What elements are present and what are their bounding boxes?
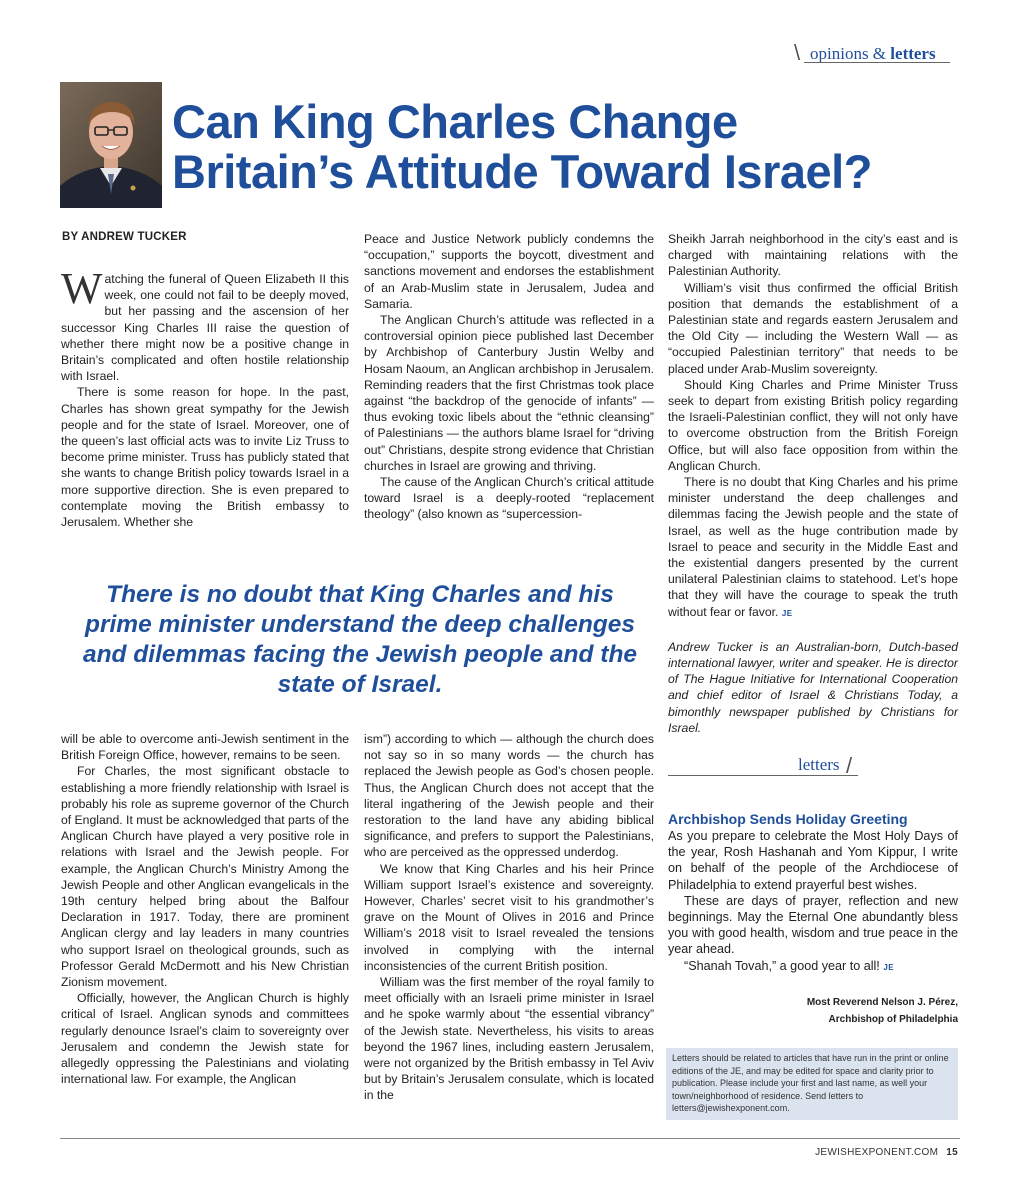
paragraph: Sheikh Jarrah neighborhood in the city’s east and is charged with maintaining relations with the Palestinian Authority. (668, 232, 958, 279)
letters-notice: Letters should be related to articles that have run in the print or online editions of the JE, and may be edited for space and clarity prior to publication. Please include your first and last name, as well your town/neighborhood of residence. Send letters to letters@jewishexponent.com. (666, 1048, 958, 1120)
section-rule (804, 62, 950, 63)
paragraph: For Charles, the most significant obstacle to establishing a more friendly relationship with Israel is probably his role as supreme governor of the Church of England. It must be acknowledged that parts of the Anglican Church have played a very positive role in relations with Israel and the Jewish people. For example, the Anglican Church’s Ministry Among the Jewish People and other Anglican evangelicals in the 19th century helped bring about the Balfour Declaration in 1917. Today, there are prominent Anglican clergy and lay leaders in many countries who support Israel on theological grounds, such as Professor Gerald McDermott and his New Christian Zionism movement. (61, 764, 349, 990)
author-photo (60, 82, 162, 208)
paragraph: will be able to overcome anti-Jewish sentiment in the British Foreign Office, however, remains to be seen. (61, 732, 349, 763)
headline (172, 97, 962, 197)
paragraph: Peace and Justice Network publicly condemns the “occupation,” supports the boycott, divestment and sanctions movement and endorses the establishment of an Arab-Muslim state in Jerusalem, Judea and Samaria. (364, 232, 654, 311)
author-bio: Andrew Tucker is an Australian-born, Dutch-based international lawyer, writer and speaker. He is director of The Hague Initiative for International Cooperation and chief editor of Israel & Christians Today, a bimonthly newspaper published by Christians for Israel. (668, 639, 958, 735)
letter-signature (668, 994, 958, 1028)
drop-cap: W (61, 264, 103, 313)
footer (700, 1147, 958, 1158)
letters-slash: / (846, 753, 853, 778)
letter-body (668, 828, 958, 976)
signature-name: Most Reverend Nelson J. Pérez, (806, 997, 958, 1008)
page-number: 15 (946, 1147, 958, 1158)
byline: BY ANDREW TUCKER (62, 231, 187, 243)
paragraph: Watching the funeral of Queen Elizabeth II this week, one could not fail to be deeply moved, but her passing and the ascension of her successor King Charles III raise the question of whether there might now be a positive change in Britain’s complicated and often hostile relationship with Israel. (61, 264, 349, 384)
headline-line-1: Can King Charles Change (172, 95, 738, 148)
footer-rule (60, 1138, 960, 1139)
paragraph: We know that King Charles and his heir Prince William support Israel’s existence and sovereignty. However, Charles’ secret visit to his grandmother’s grave on the Mount of Olives in 2016 and Prince William’s 2018 visit to Israel revealed the tensions involved in complying with the internal inconsistencies of the current British position. (364, 861, 654, 973)
letters-label: letters (798, 755, 840, 774)
column-3 (668, 231, 958, 736)
paragraph: As you prepare to celebrate the Most Holy Days of the year, Rosh Hashanah and Yom Kippur, I write on behalf of the people of the Archdiocese of Philadelphia to extend prayerful best wishes. (668, 829, 958, 892)
je-end-mark: JE (883, 962, 895, 972)
paragraph: Officially, however, the Anglican Church is highly critical of Israel. Anglican synods and committees regularly denounce Israel’s claim to sovereignty over Jerusalem and condemn the Jewish state for allegedly oppressing the Palestinians and violating international law. For example, the Anglican (61, 991, 349, 1087)
paragraph: There is no doubt that King Charles and his prime minister understand the deep challenges and dilemmas facing the Jewish people and the state of Israel, as well as the huge contribution made by Israel to peace and security in the Middle East and the existential dangers presented by the current unilateral Palestinian claims to statehood. Let’s hope that they will have the courage to speak the truth without fear or favor. JE (668, 475, 958, 619)
paragraph: William was the first member of the royal family to meet officially with an Israeli prime minister in Israel and he spoke warmly about “the essential vibrancy” of the Jewish state. Nevertheless, his visits to areas beyond the 1967 lines, including eastern Jerusalem, were not organized by the British embassy in Tel Aviv but by Britain’s Jerusalem consulate, which is located in the (364, 975, 654, 1103)
section-bold: letters (890, 44, 936, 63)
paragraph: The Anglican Church’s attitude was reflected in a controversial opinion piece published last December by Archbishop of Canterbury Justin Welby and Hosam Naoum, an Anglican archbishop in Jerusalem. Reminding readers that the first Christmas took place against “the backdrop of the genocide of infants” — thus evoking toxic libels about the “ethnic cleansing” of Palestinians — the authors blame Israel for “driving out” Christians, despite strong evidence that Christian churches in Israel are growing and thriving. (364, 313, 654, 473)
letters-tag (668, 755, 960, 783)
paragraph: William’s visit thus confirmed the official British position that demands the establishment of a Palestinian state and regards eastern Jerusalem and the Old City — including the Western Wall — as “occupied Palestinian territory” that needs to be placed under Arab-Muslim sovereignty. (668, 280, 958, 376)
column-1-top (61, 264, 349, 530)
section-prefix: opinions & (810, 44, 891, 63)
paragraph: There is some reason for hope. In the past, Charles has shown great sympathy for the Jewish people and for the state of Israel. Moreover, one of the queen’s last official acts was to invite Liz Truss to become prime minister. Truss has publicly stated that she wants to change British policy towards Israel in a more supportive direction. She is even prepared to contemplate moving the British embassy to Jerusalem. Whether she (61, 385, 349, 530)
column-2-top (364, 231, 654, 523)
letter-title: Archbishop Sends Holiday Greeting (668, 811, 908, 827)
paragraph: The cause of the Anglican Church’s critical attitude toward Israel is a deeply-rooted “replacement theology” (also known as “supercession- (364, 475, 654, 522)
letters-rule (668, 775, 858, 776)
pull-quote: There is no doubt that King Charles and his prime minister understand the deep challenges and dilemmas facing the Jewish people and the state of Israel. (82, 581, 638, 698)
paragraph: Should King Charles and Prime Minister Truss seek to depart from existing British policy regarding the Israeli-Palestinian conflict, they will not only have to overcome obstruction from the British Foreign Office, but will also face opposition from within the Anglican Church. (668, 377, 958, 473)
section-tag (790, 40, 960, 66)
paragraph: These are days of prayer, reflection and new beginnings. May the Eternal One abundantly bless you with good health, wisdom and true peace in the year ahead. (668, 893, 958, 957)
je-end-mark: JE (781, 608, 793, 618)
column-2-bottom (364, 731, 654, 1104)
footer-site: JEWISHEXPONENT.COM (815, 1147, 939, 1158)
paragraph: ism”) according to which — although the church does not say so in so many words — the church has replaced the Jewish people as God’s chosen people. Thus, the Anglican Church does not accept that the literal ingathering of the Jewish people and their restoration to the land have any abiding biblical significance, and prefers to support the Palestinians, who are perceived as the oppressed underdog. (364, 732, 654, 860)
section-slash: \ (794, 40, 801, 65)
column-1-bottom (61, 731, 349, 1087)
headline-line-2: Britain’s Attitude Toward Israel? (172, 145, 872, 198)
signature-title: Archbishop of Philadelphia (828, 1014, 958, 1025)
paragraph: “Shanah Tovah,” a good year to all! JE (684, 958, 895, 973)
